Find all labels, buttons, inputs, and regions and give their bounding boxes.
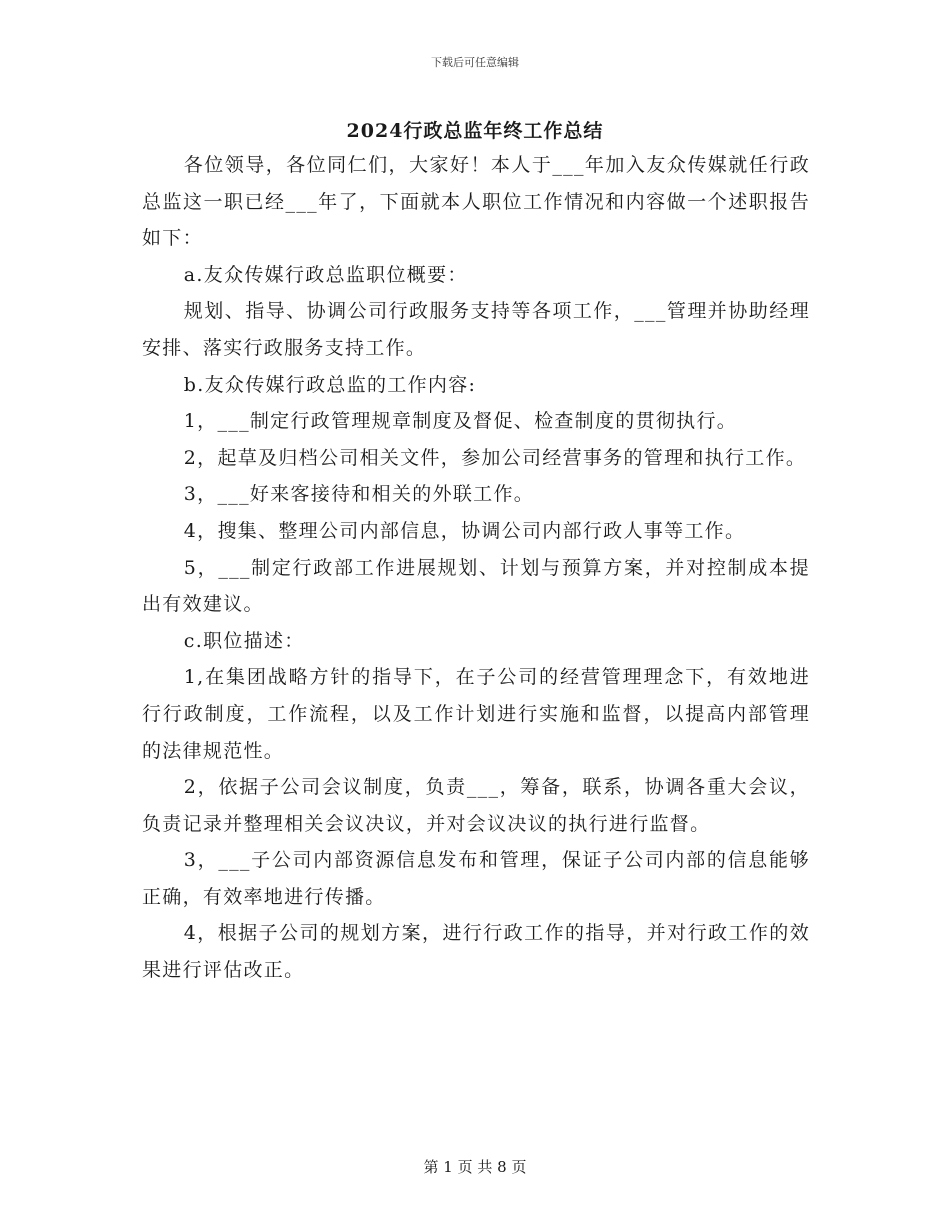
paragraph: 规划、指导、协调公司行政服务支持等各项工作，___管理并协助经理安排、落实行政服务支持工作。 — [142, 300, 810, 359]
paragraph: b.友众传媒行政总监的工作内容: — [183, 373, 477, 396]
paragraph: 各位领导，各位同仁们，大家好！本人于___年加入友众传媒就任行政总监这一职已经___年了，下面就本人职位工作情况和内容做一个述职报告如下： — [142, 154, 810, 250]
document-body — [142, 147, 810, 989]
paragraph: 4，根据子公司的规划方案，进行行政工作的指导，并对行政工作的效果进行评估改正。 — [142, 922, 810, 982]
document-title: 2024行政总监年终工作总结 — [346, 120, 604, 142]
paragraph: a.友众传媒行政总监职位概要： — [183, 263, 468, 286]
paragraph: c.职位描述： — [183, 629, 305, 652]
page-footer: 第 1 页 共 8 页 — [423, 1158, 527, 1176]
paragraph: 1,在集团战略方针的指导下，在子公司的经营管理理念下，有效地进行行政制度，工作流程，以及工作计划进行实施和监督，以提高内部管理的法律规范性。 — [142, 666, 810, 762]
paragraph: 4，搜集、整理公司内部信息，协调公司内部行政人事等工作。 — [183, 519, 746, 542]
paragraph: 2，起草及归档公司相关文件，参加公司经营事务的管理和执行工作。 — [183, 446, 807, 469]
paragraph: 1，___制定行政管理规章制度及督促、检查制度的贯彻执行。 — [183, 410, 738, 433]
header-note: 下载后可任意编辑 — [431, 56, 519, 69]
paragraph: 3，___好来客接待和相关的外联工作。 — [183, 483, 535, 506]
paragraph: 3，___子公司内部资源信息发布和管理，保证子公司内部的信息能够正确，有效率地进行传播。 — [142, 849, 810, 908]
paragraph: 5，___制定行政部工作进展规划、计划与预算方案，并对控制成本提出有效建议。 — [142, 556, 810, 616]
paragraph: 2，依据子公司会议制度，负责___，筹备，联系，协调各重大会议，负责记录并整理相关会议决议，并对会议决议的执行进行监督。 — [142, 776, 810, 835]
